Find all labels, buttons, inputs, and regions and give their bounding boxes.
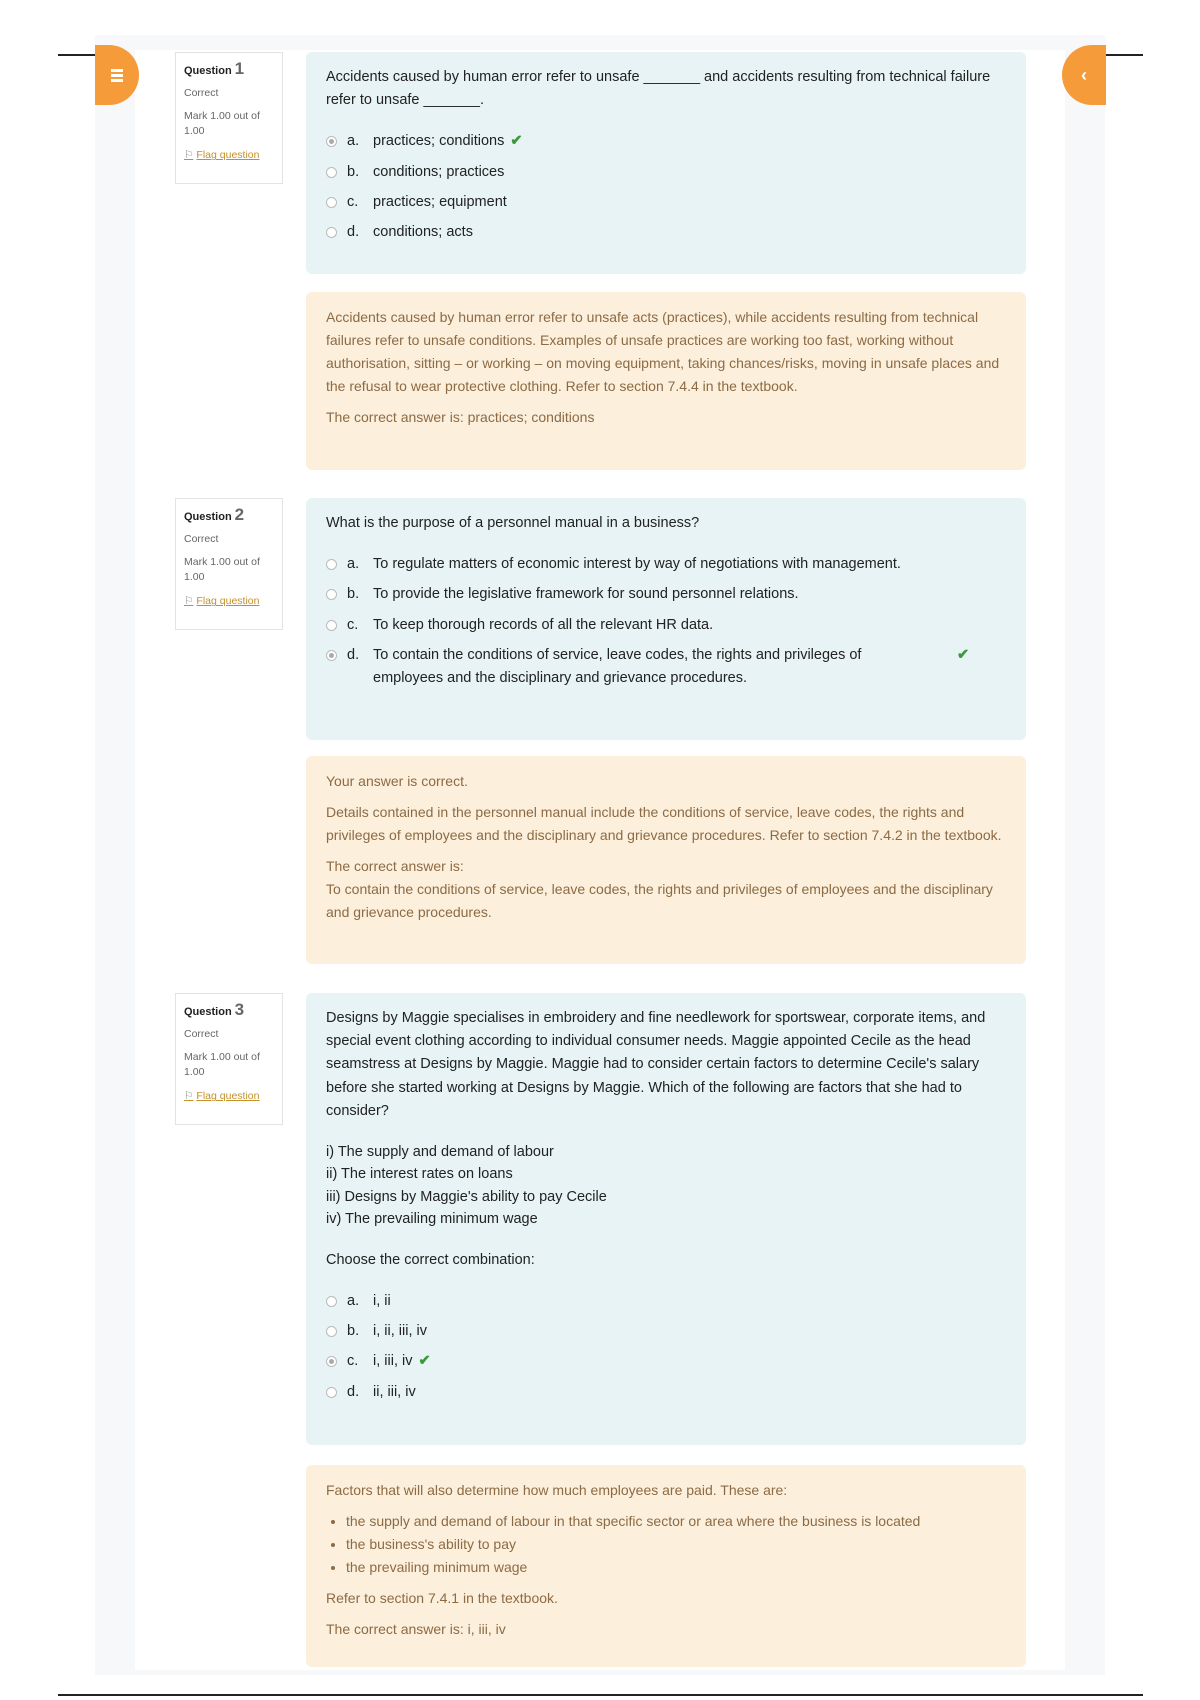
top-rule-left	[58, 54, 98, 56]
option-text: i, ii	[373, 1293, 391, 1309]
option-a[interactable]	[326, 1290, 1006, 1313]
top-rule-right	[1103, 54, 1143, 56]
question-info-2	[175, 498, 283, 630]
option-a[interactable]	[326, 130, 1006, 153]
feedback-result: Your answer is correct.	[326, 773, 468, 789]
option-a[interactable]	[326, 553, 1006, 576]
option-d[interactable]	[326, 1381, 1006, 1404]
radio-button[interactable]	[326, 1296, 337, 1307]
check-icon: ✔	[957, 646, 970, 663]
correct-answer: To contain the conditions of service, leave codes, the rights and privileges of employees and the disciplinary and grievance procedures.	[326, 881, 993, 921]
radio-button[interactable]	[326, 620, 337, 631]
radio-button[interactable]	[326, 197, 337, 208]
hamburger-menu-icon	[111, 69, 123, 82]
question-state: Correct	[184, 1028, 219, 1040]
option-text: practices; conditions	[373, 133, 505, 150]
option-c[interactable]	[326, 191, 1006, 214]
option-text: To regulate matters of economic interest by way of negotiations with management.	[373, 556, 901, 573]
feedback-text: Accidents caused by human error refer to unsafe acts (practices), while accidents resulting from technical failures refer to unsafe conditions. Examples of unsafe practices are working too fast, working without authorisation, sitting – or working – on moving equipment, taking chances/risks, moving in unsafe places and the refusal to wear protective clothing. Refer to section 7.4.4 in the textbook.	[326, 309, 1000, 395]
answer-options	[326, 553, 1006, 690]
option-text: conditions; acts	[373, 223, 473, 240]
statement-item: i) The supply and demand of labour	[326, 1143, 554, 1160]
option-c[interactable]	[326, 614, 1006, 637]
question-prompt: Choose the correct combination:	[326, 1251, 535, 1268]
statement-item: ii) The interest rates on loans	[326, 1166, 513, 1183]
question-number: 1	[234, 59, 245, 78]
option-d[interactable]	[326, 644, 1006, 690]
check-icon: ✔	[510, 133, 523, 150]
option-letter: a.	[347, 1293, 360, 1309]
option-text: conditions; practices	[373, 163, 505, 180]
option-letter: c.	[347, 616, 359, 633]
question-mark: Mark 1.00 out of 1.00	[184, 556, 260, 584]
flag-icon: ⚐	[184, 149, 194, 162]
check-icon: ✔	[418, 1353, 431, 1370]
option-d[interactable]	[326, 221, 1006, 244]
question-text: What is the purpose of a personnel manual in a business?	[326, 515, 700, 531]
question-info-3	[175, 993, 283, 1125]
option-text: practices; equipment	[373, 193, 507, 210]
question-number: 2	[234, 505, 245, 524]
radio-button[interactable]	[326, 559, 337, 570]
option-text: To provide the legislative framework for sound personnel relations.	[373, 586, 799, 603]
flag-question-link[interactable]	[184, 149, 274, 161]
question-label: Question	[184, 65, 232, 77]
radio-button[interactable]	[326, 227, 337, 238]
question-mark: Mark 1.00 out of 1.00	[184, 1051, 260, 1079]
question-text: Accidents caused by human error refer to unsafe _______ and accidents resulting from technical failure refer to unsafe _______.	[326, 69, 991, 109]
option-letter: d.	[347, 223, 360, 240]
radio-button[interactable]	[326, 589, 337, 600]
answer-options	[326, 130, 1006, 244]
radio-button[interactable]	[326, 1387, 337, 1398]
feedback-text: Details contained in the personnel manual include the conditions of service, leave codes, the rights and privileges of employees and the disciplinary and grievance procedures. Refer to section 7.4.2 in the textbook.	[326, 804, 1002, 844]
question-box-3	[306, 993, 1026, 1445]
flag-icon: ⚐	[184, 1090, 194, 1103]
feedback-text: Factors that will also determine how much employees are paid. These are:	[326, 1482, 788, 1498]
question-number: 3	[234, 1000, 245, 1019]
question-label: Question	[184, 511, 232, 523]
option-letter: d.	[347, 646, 360, 663]
feedback-box-1	[306, 292, 1026, 470]
chevron-left-icon: ‹	[1081, 64, 1087, 85]
radio-button[interactable]	[326, 650, 337, 661]
answer-options	[326, 1290, 1006, 1404]
feedback-list-item: • the prevailing minimum wage	[346, 1556, 1006, 1579]
option-letter: a.	[347, 133, 360, 150]
question-state: Correct	[184, 533, 219, 545]
option-letter: a.	[347, 556, 360, 573]
flag-question-label: Flag question	[196, 149, 260, 162]
flag-icon: ⚐	[184, 595, 194, 608]
question-state: Correct	[184, 87, 219, 99]
feedback-list	[326, 1510, 1006, 1579]
option-letter: b.	[347, 1323, 360, 1340]
correct-answer: The correct answer is: practices; conditions	[326, 409, 595, 426]
question-label: Question	[184, 1006, 232, 1018]
option-letter: b.	[347, 163, 360, 180]
option-text: i, iii, iv	[373, 1353, 413, 1370]
correct-answer-label: The correct answer is:	[326, 858, 464, 875]
feedback-list-item: • the business's ability to pay	[346, 1533, 1006, 1556]
question-box-1	[306, 52, 1026, 274]
option-c[interactable]	[326, 1350, 1006, 1373]
statement-item: iii) Designs by Maggie's ability to pay Cecile	[326, 1188, 607, 1205]
question-text: Designs by Maggie specialises in embroidery and fine needlework for sportswear, corporate items, and special event clothing according to individual consumer needs. Maggie appointed Cecile as the head seamstress at Designs by Maggie. Maggie had to consider certain factors to determine Cecile's salary before she started working at Designs by Maggie. Which of the following are factors that she had to consider?	[326, 1010, 986, 1119]
flag-question-label: Flag question	[196, 595, 260, 608]
feedback-box-2	[306, 756, 1026, 964]
statement-item: iv) The prevailing minimum wage	[326, 1211, 538, 1228]
feedback-reference: Refer to section 7.4.1 in the textbook.	[326, 1590, 558, 1607]
statement-list	[326, 1141, 1006, 1231]
flag-question-link[interactable]	[184, 595, 274, 607]
option-text: ii, iii, iv	[373, 1383, 416, 1400]
option-letter: c.	[347, 193, 359, 210]
option-text: i, ii, iii, iv	[373, 1323, 427, 1340]
radio-button[interactable]	[326, 136, 337, 147]
option-letter: c.	[347, 1353, 359, 1370]
question-info-1	[175, 52, 283, 184]
bottom-rule	[58, 1694, 1143, 1696]
feedback-list-item: • the supply and demand of labour in that specific sector or area where the business is located	[346, 1510, 1006, 1533]
option-letter: d.	[347, 1383, 360, 1400]
option-b[interactable]	[326, 1320, 1006, 1343]
radio-button[interactable]	[326, 1356, 337, 1367]
question-mark: Mark 1.00 out of 1.00	[184, 110, 260, 138]
option-text: To keep thorough records of all the relevant HR data.	[373, 616, 714, 633]
correct-answer: The correct answer is: i, iii, iv	[326, 1621, 506, 1638]
question-box-2	[306, 498, 1026, 740]
option-b[interactable]	[326, 583, 1006, 606]
feedback-box-3	[306, 1465, 1026, 1667]
radio-button[interactable]	[326, 1326, 337, 1337]
flag-question-link[interactable]	[184, 1090, 274, 1102]
flag-question-label: Flag question	[196, 1090, 260, 1103]
option-text: To contain the conditions of service, leave codes, the rights and privileges of employees and the disciplinary and grievance procedures.	[373, 646, 862, 686]
radio-button[interactable]	[326, 167, 337, 178]
option-letter: b.	[347, 586, 360, 603]
option-b[interactable]	[326, 161, 1006, 184]
